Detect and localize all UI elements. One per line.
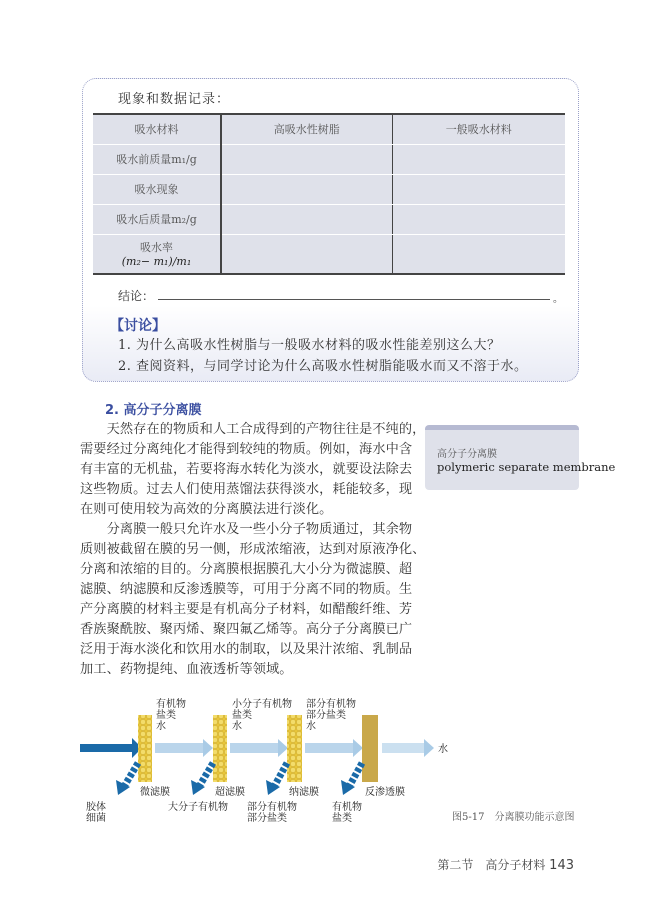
glossary-term-en: polymeric separate membrane — [437, 460, 616, 474]
row-label — [93, 234, 221, 274]
paragraph-1 — [80, 420, 426, 520]
table-header-row — [93, 114, 565, 144]
passed-label: 盐类 — [156, 710, 176, 721]
section-heading: 2. 高分子分离膜 — [105, 403, 202, 418]
passed-label: 小分子有机物 — [232, 699, 292, 710]
data-table — [93, 113, 565, 275]
membrane-reverse-osmosis — [362, 715, 378, 782]
discussion-title: 【讨论】 — [110, 318, 166, 334]
svg-text:有机物盐类 — [332, 800, 362, 824]
table-cell — [221, 204, 392, 234]
passed-label: 水 — [156, 721, 166, 732]
svg-text:有机物盐类水 — [156, 697, 186, 732]
text-line: 需要经过分离纯化才能得到较纯的物质。例如，海水中含 — [80, 442, 413, 457]
output-label: 水 — [438, 744, 448, 755]
feed-arrow — [80, 738, 142, 758]
table-row — [93, 234, 565, 274]
membrane-label: 反渗透膜 — [365, 787, 405, 798]
passed-label: 部分有机物 — [306, 699, 356, 710]
question-1: 1. 为什么高吸水性树脂与一般吸水材料的吸水性能差别这么大？ — [118, 338, 501, 353]
rate-label: 吸水率 — [140, 241, 173, 255]
conclusion-blank — [158, 299, 550, 300]
retained-label: 胶体 — [86, 802, 106, 813]
table-cell — [392, 174, 565, 204]
membrane-diagram — [80, 695, 450, 825]
text-line: 分离和浓缩的目的。分离膜根据膜孔大小分为微滤膜、超 — [80, 562, 413, 577]
text-line: 质则被截留在膜的另一侧，形成浓缩液，达到对原液净化、 — [80, 542, 426, 557]
conclusion-period: 。 — [553, 294, 563, 305]
membrane-label: 微滤膜 — [140, 787, 170, 798]
retentate-arrows — [125, 763, 362, 785]
text-line: 产分离膜的材料主要是有机高分子材料，如醋酸纤维、芳 — [80, 602, 413, 617]
text-line: 分离膜一般只允许水及一些小分子物质通过，其余物 — [80, 522, 413, 537]
retained-label: 有机物 — [332, 802, 362, 813]
table-cell — [392, 204, 565, 234]
table-cell — [392, 234, 565, 274]
retained-label: 部分有机物 — [247, 802, 297, 813]
table-header: 高吸水性树脂 — [221, 114, 392, 144]
passed-label: 部分盐类 — [306, 710, 346, 721]
svg-text:胶体细菌 — [86, 800, 106, 824]
rate-formula: (m₂− m₁)/m₁ — [121, 255, 192, 269]
text-line: 这些物质。过去人们使用蒸馏法获得淡水，耗能较多，现 — [80, 482, 413, 497]
svg-text:小分子有机物盐类水 — [232, 697, 292, 732]
page-number: 143 — [549, 858, 574, 873]
row-label: 吸水前质量m₁/g — [93, 144, 221, 174]
table-cell — [221, 144, 392, 174]
paragraph-2 — [80, 520, 426, 680]
passed-label: 水 — [306, 721, 316, 732]
text-line: 天然存在的物质和人工合成得到的产物往往是不纯的， — [80, 422, 426, 437]
membrane-nanofiltration — [287, 715, 302, 782]
passed-label: 水 — [232, 721, 242, 732]
text-line: 滤膜、纳滤膜和反渗透膜等，可用于分离不同的物质。生 — [80, 582, 413, 597]
row-label: 吸水现象 — [93, 174, 221, 204]
retained-label: 细菌 — [86, 813, 106, 824]
svg-text:部分有机物部分盐类水 — [306, 697, 356, 732]
text-line: 香族聚酰胺、聚丙烯、聚四氟乙烯等。高分子分离膜已广 — [80, 622, 413, 637]
glossary-term-cn: 高分子分离膜 — [437, 449, 497, 460]
membrane-label: 超滤膜 — [215, 787, 245, 798]
record-title: 现象和数据记录： — [118, 92, 231, 107]
table-row — [93, 144, 565, 174]
membrane-label: 纳滤膜 — [289, 787, 319, 798]
passed-label: 有机物 — [156, 699, 186, 710]
table-header: 吸水材料 — [93, 114, 221, 144]
question-2: 2. 查阅资料，与同学讨论为什么高吸水性树脂能吸水而又不溶于水。 — [118, 359, 528, 374]
membrane-microfiltration — [138, 715, 152, 782]
text-line: 在则可使用较为高效的分离膜法进行淡化。 — [80, 502, 333, 517]
row-label: 吸水后质量m₂/g — [93, 204, 221, 234]
chapter-section: 第二节 高分子材料 — [437, 858, 546, 872]
svg-text:部分有机物部分盐类 — [247, 800, 297, 824]
conclusion-label: 结论： — [118, 289, 155, 303]
retained-label: 部分盐类 — [247, 813, 287, 824]
text-line: 泛用于海水淡化和饮用水的制取，以及果汁浓缩、乳制品 — [80, 642, 413, 657]
table-cell — [221, 174, 392, 204]
text-line: 加工、药物提纯、血液透析等领域。 — [80, 662, 293, 677]
page-footer — [437, 856, 574, 873]
table-header: 一般吸水材料 — [392, 114, 565, 144]
membrane-ultrafiltration — [213, 715, 227, 782]
table-cell — [392, 144, 565, 174]
passed-label: 盐类 — [232, 710, 252, 721]
retained-label: 盐类 — [332, 813, 352, 824]
figure-caption: 图5-17 分离膜功能示意图 — [452, 812, 575, 823]
table-row — [93, 204, 565, 234]
retained-label: 大分子有机物 — [168, 802, 228, 813]
table-cell — [221, 234, 392, 274]
table-row — [93, 174, 565, 204]
text-line: 有丰富的无机盐，若要将海水转化为淡水，就要设法除去 — [80, 462, 413, 477]
